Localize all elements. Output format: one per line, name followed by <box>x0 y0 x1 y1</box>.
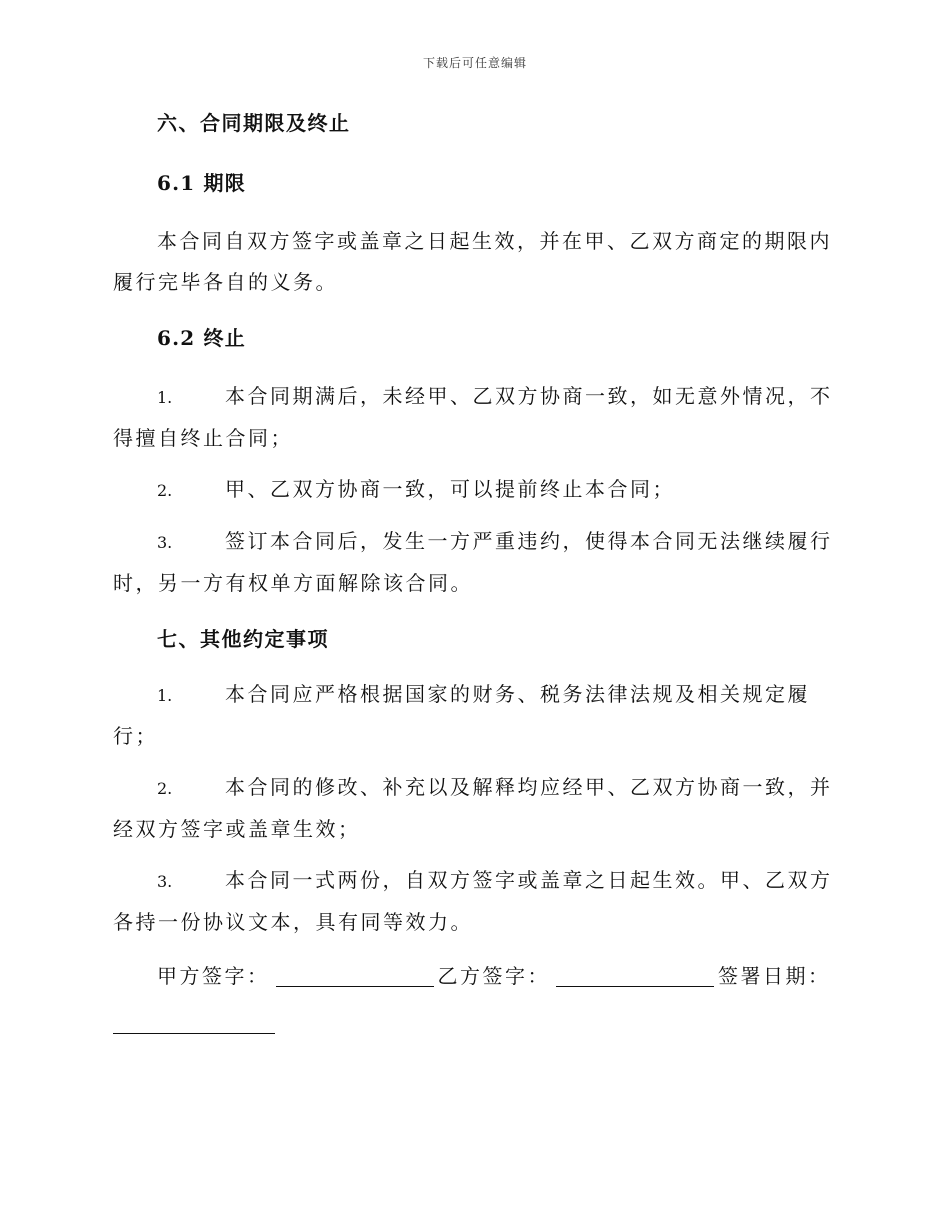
section-7-title: 七、其他约定事项 <box>157 627 329 651</box>
item-text: 甲、乙双方协商一致，可以提前终止本合同； <box>225 477 675 501</box>
termination-item-1 <box>113 376 833 459</box>
signature-block <box>113 953 833 1047</box>
party-a-signature-line <box>276 964 434 987</box>
subsection-6-2-title: 6.2 终止 <box>157 326 246 350</box>
document-body <box>113 108 833 1047</box>
termination-item-2 <box>113 469 833 511</box>
item-number: 1. <box>157 686 173 705</box>
subsection-6-1-text: 本合同自双方签字或盖章之日起生效，并在甲、乙双方商定的期限内履行完毕各自的义务。 <box>113 229 832 294</box>
other-item-1 <box>113 674 833 757</box>
party-b-signature-line <box>556 964 714 987</box>
item-text: 签订本合同后，发生一方严重违约，使得本合同无法继续履行时，另一方有权单方面解除该合同。 <box>113 529 833 595</box>
party-b-label: 乙方签字： <box>437 964 550 988</box>
date-label: 签署日期： <box>718 964 831 988</box>
date-line <box>113 1011 275 1034</box>
item-number: 2. <box>157 481 173 500</box>
item-number: 1. <box>157 388 173 407</box>
item-text: 本合同期满后，未经甲、乙双方协商一致，如无意外情况，不得擅自终止合同； <box>113 384 833 450</box>
other-item-2 <box>113 767 833 850</box>
item-text: 本合同的修改、补充以及解释均应经甲、乙双方协商一致，并经双方签字或盖章生效； <box>113 775 833 841</box>
item-number: 2. <box>157 779 173 798</box>
item-text: 本合同一式两份，自双方签字或盖章之日起生效。甲、乙双方各持一份协议文本，具有同等效力。 <box>113 868 833 934</box>
item-number: 3. <box>157 872 173 891</box>
other-item-3 <box>113 860 833 943</box>
header-note: 下载后可任意编辑 <box>422 56 527 70</box>
item-number: 3. <box>157 533 173 552</box>
termination-item-3 <box>113 521 833 604</box>
subsection-6-1-title: 6.1 期限 <box>157 171 246 195</box>
item-text: 本合同应严格根据国家的财务、税务法律法规及相关规定履行； <box>113 682 810 748</box>
section-6-title: 六、合同期限及终止 <box>157 111 351 135</box>
party-a-label: 甲方签字： <box>157 964 270 988</box>
